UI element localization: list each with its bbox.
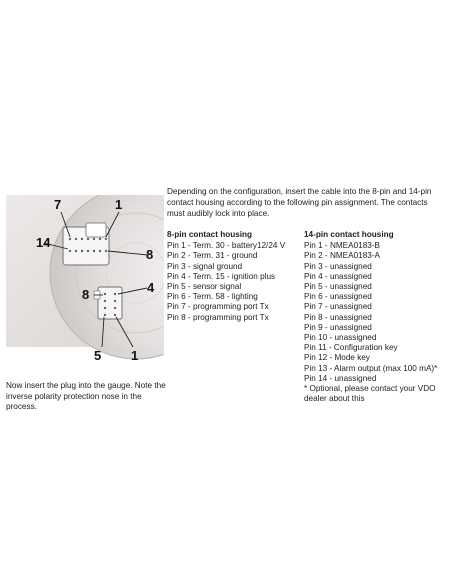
pin-row: Pin 3 - unassigned (304, 261, 372, 271)
callout-pin-14: 14 (36, 235, 51, 250)
callout-pin-1-bottom: 1 (131, 348, 139, 363)
pin-row: Pin 9 - unassigned (304, 322, 372, 332)
pin-row: Pin 7 - unassigned (304, 302, 372, 312)
pin-row: Pin 2 - Term. 31 - ground (167, 251, 258, 261)
pin-row: Pin 4 - unassigned (304, 271, 372, 281)
housing-8-pin-title: 8-pin contact housing (167, 230, 253, 239)
callout-pin-8-upper: 8 (146, 247, 154, 262)
callout-pin-8-lower: 8 (82, 287, 90, 302)
pin-row: Pin 7 - programming port Tx (167, 302, 269, 312)
intro-paragraph: Depending on the configuration, insert the cable into the 8-pin and 14-pin contact housing according to the following pin assignment. The contacts must audibly lock into place. (167, 187, 432, 218)
figure-caption: Now insert the plug into the gauge. Note the inverse polarity protection nose in the process. (6, 381, 166, 411)
pin-row: Pin 1 - Term. 30 - battery12/24 V (167, 241, 286, 251)
optional-footnote: * Optional, please contact your VDO dealer about this (304, 384, 436, 404)
pin-row: Pin 3 - signal ground (167, 261, 243, 271)
gauge-back-illustration (6, 195, 164, 370)
pin-row: Pin 12 - Mode key (304, 353, 370, 363)
callout-pin-1-top: 1 (115, 197, 123, 212)
housing-14-pin-title: 14-pin contact housing (304, 230, 394, 239)
connector-8-pin (94, 287, 122, 319)
pin-row: Pin 6 - unassigned (304, 292, 372, 302)
callout-pin-5: 5 (94, 348, 102, 363)
pin-row: Pin 5 - sensor signal (167, 282, 242, 292)
pin-row: Pin 14 - unassigned (304, 373, 377, 383)
connector-14-pin (63, 223, 109, 265)
callout-pin-7: 7 (54, 197, 62, 212)
pin-row: Pin 1 - NMEA0183-B (304, 241, 380, 251)
callout-pin-4: 4 (147, 280, 155, 295)
pin-row: Pin 6 - Term. 58 - lighting (167, 292, 258, 302)
pin-row: Pin 4 - Term. 15 - ignition plus (167, 271, 276, 281)
pin-row: Pin 8 - unassigned (304, 312, 372, 322)
pin-row: Pin 11 - Configuration key (304, 343, 398, 353)
pin-row: Pin 5 - unassigned (304, 282, 372, 292)
pin-row: Pin 13 - Alarm output (max 100 mA)* (304, 363, 438, 373)
housing-14-pin-list (304, 230, 449, 404)
pin-row: Pin 10 - unassigned (304, 333, 377, 343)
pin-row: Pin 2 - NMEA0183-A (304, 251, 380, 261)
gauge-connector-photo (6, 195, 164, 370)
pin-row: Pin 8 - programming port Tx (167, 312, 269, 322)
housing-8-pin-list (167, 230, 302, 323)
